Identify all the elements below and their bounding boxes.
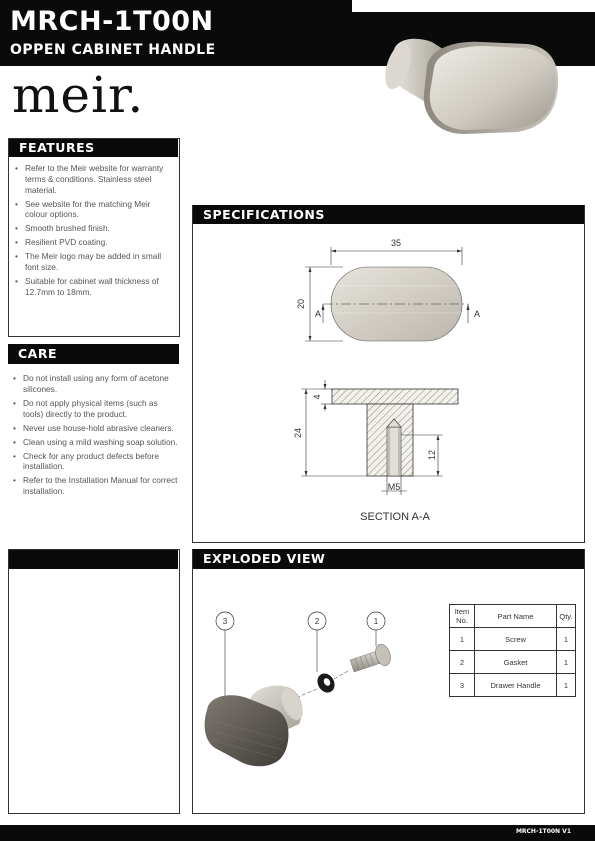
thread-size-label: M5 — [387, 482, 401, 492]
cell-no: 3 — [450, 674, 475, 697]
list-item: • Smooth brushed finish. — [15, 223, 165, 234]
list-item: • Never use house-hold abrasive cleaners. — [13, 423, 178, 434]
cell-name: Screw — [475, 628, 557, 651]
product-hero-image — [372, 28, 572, 168]
notes-panel — [8, 549, 180, 814]
callout-1: 1 — [373, 617, 379, 626]
parts-table — [449, 604, 576, 697]
dim-plate-label: 4 — [312, 394, 322, 400]
col-qty: Qty. — [557, 605, 576, 628]
dim-width-label: 35 — [390, 238, 402, 248]
screw-part — [350, 642, 393, 672]
list-item: • Resilient PVD coating. — [15, 237, 165, 248]
cell-name: Gasket — [475, 651, 557, 674]
gasket-part — [314, 670, 338, 695]
list-item: • Do not install using any form of acetone silicones. — [13, 373, 178, 395]
list-item: • Suitable for cabinet wall thickness of 12.7mm to 18mm. — [15, 276, 165, 298]
dim-height-label: 20 — [296, 298, 306, 310]
cell-qty: 1 — [557, 628, 576, 651]
specification-drawing — [193, 225, 583, 540]
col-item-no: Item No. — [450, 605, 475, 628]
meir-logo — [12, 66, 145, 124]
brand-name: meir — [12, 66, 128, 124]
list-item: • Do not apply physical items (such as tools) directly to the product. — [13, 398, 178, 420]
section-view-label: SECTION A-A — [360, 511, 430, 523]
drawer-handle-part — [205, 685, 308, 766]
section-marker-right: A — [474, 309, 481, 319]
model-number: MRCH-1T00N — [10, 6, 214, 37]
table-header-row — [450, 605, 576, 628]
exploded-view-title: EXPLODED VIEW — [193, 549, 584, 569]
list-item: • Check for any product defects before installation. — [13, 451, 178, 473]
list-item: • The Meir logo may be added in small font size. — [15, 251, 165, 273]
list-item: • Refer to the Installation Manual for correct installation. — [13, 475, 178, 497]
list-item: • Refer to the Meir website for warranty terms & conditions. Stainless steel material. — [15, 163, 165, 195]
footer-bar — [0, 825, 595, 841]
cell-no: 1 — [450, 628, 475, 651]
callout-3: 3 — [222, 617, 228, 626]
footer-code: MRCH-1T00N V1 — [515, 828, 571, 835]
dim-total-label: 24 — [293, 427, 303, 439]
table-row — [450, 651, 576, 674]
features-title: FEATURES — [9, 139, 178, 157]
cell-no: 2 — [450, 651, 475, 674]
cell-name: Drawer Handle — [475, 674, 557, 697]
features-list — [15, 163, 165, 301]
section-marker-left: A — [315, 309, 322, 319]
notes-title-bar — [9, 550, 178, 569]
cell-qty: 1 — [557, 674, 576, 697]
care-title: CARE — [8, 344, 179, 364]
dim-thread-label: 12 — [427, 449, 437, 461]
product-subtitle: OPPEN CABINET HANDLE — [10, 42, 216, 58]
col-part-name: Part Name — [475, 605, 557, 628]
list-item: • Clean using a mild washing soap solution. — [13, 437, 178, 448]
care-list — [13, 373, 178, 500]
cell-qty: 1 — [557, 651, 576, 674]
callout-2: 2 — [314, 617, 320, 626]
list-item: • See website for the matching Meir colour options. — [15, 199, 165, 221]
table-row — [450, 674, 576, 697]
table-row — [450, 628, 576, 651]
specifications-title: SPECIFICATIONS — [193, 205, 584, 224]
exploded-view-drawing — [195, 600, 440, 790]
brand-mark: . — [127, 66, 145, 124]
